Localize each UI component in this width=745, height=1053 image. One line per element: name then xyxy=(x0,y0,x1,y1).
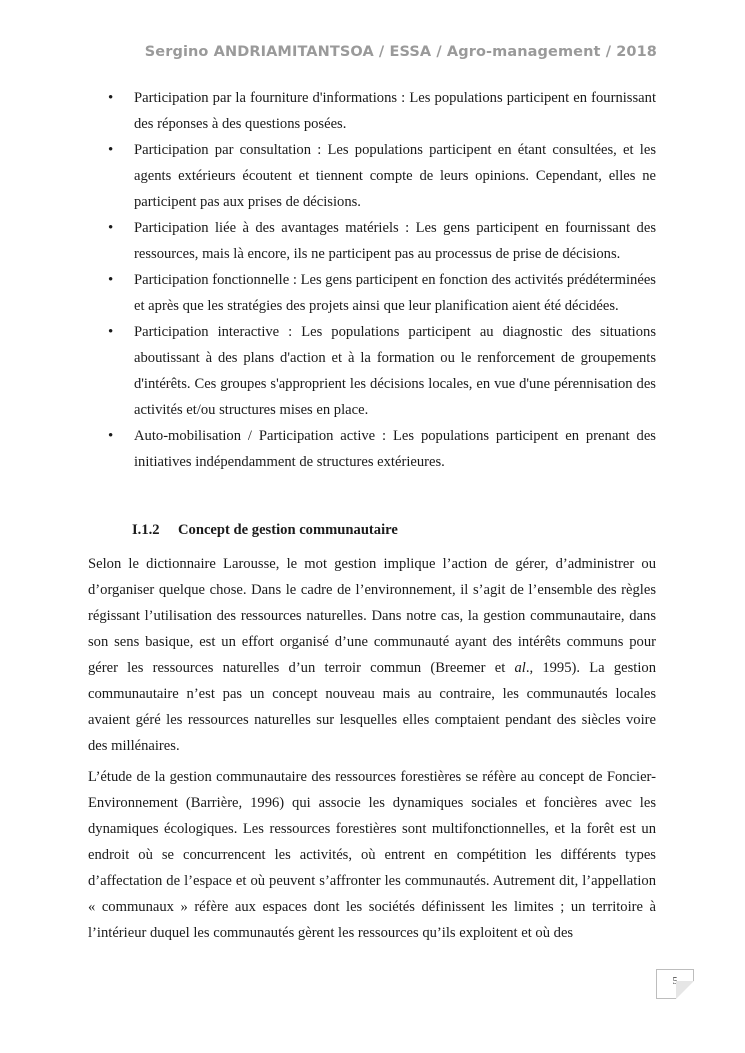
running-header: Sergino ANDRIAMITANTSOA / ESSA / Agro-management / 2018 xyxy=(144,44,657,60)
section-number: I.1.2 xyxy=(132,522,160,538)
section-title: Concept de gestion communautaire xyxy=(178,522,398,538)
list-item: • Auto-mobilisation / Participation active : Les populations participent en prenant des initiatives indépendamment de structures extérieures. xyxy=(88,423,656,475)
body-paragraph: L’étude de la gestion communautaire des ressources forestières se réfère au concept de Foncier-Environnement (Barrière, 1996) qui associe les dynamiques sociales et foncières avec les dynamiques écologiques. Les ressources forestières sont multifonctionnelles, et la forêt est un endroit où se concurrencent les activités, où entrent en compétition les différents types d’affectation de l’espace et où peuvent s’affronter les communautés. Autrement dit, l’appellation « communaux » réfère aux espaces dont les sociétés définissent les limites ; un territoire à l’intérieur duquel les communautés gèrent les ressources qu’ils exploitent et où des xyxy=(88,769,656,941)
paragraph-text: Selon le dictionnaire Larousse, le mot gestion implique l’action de gérer, d’administrer ou d’organiser quelque chose. Dans le cadre de l’environnement, il s’agit de l’ensemble des règles régissant l’utilisation des ressources naturelles. Dans notre cas, la gestion communautaire, dans son sens basique, est un effort organisé d’une communauté ayant des intérêts communs pour gérer les ressources naturelles d’un terroir commun (Breemer et xyxy=(88,556,656,676)
list-item: • Participation fonctionnelle : Les gens participent en fonction des activités prédéterminées et après que les stratégies des projets ainsi que leur planification aient été décidées. xyxy=(88,267,656,319)
participation-types-list xyxy=(88,85,656,475)
page-number: 5 xyxy=(656,969,694,999)
list-item: • Participation par la fourniture d'informations : Les populations participent en fournissant des réponses à des questions posées. xyxy=(88,85,656,137)
list-item: • Participation par consultation : Les populations participent en étant consultées, et les agents extérieurs écoutent et tiennent compte de leurs opinions. Cependant, elles ne participent pas aux prises de décisions. xyxy=(88,137,656,215)
list-item: • Participation liée à des avantages matériels : Les gens participent en fournissant des ressources, mais là encore, ils ne participent pas au processus de prise de décisions. xyxy=(88,215,656,267)
italic-text: al xyxy=(514,660,526,676)
paragraph-text: ., 1995). La gestion communautaire n’est pas un concept nouveau mais au contraire, les communautés locales avaient géré les ressources naturelles sur lesquelles elles comptaient pendant des siècles voire des millénaires. xyxy=(88,660,656,754)
section-heading xyxy=(132,517,398,543)
list-item: • Participation interactive : Les populations participent au diagnostic des situations aboutissant à des plans d'action et à la formation ou le renforcement de groupements d'intérêts. Ces groupes s'approprient les décisions locales, en vue d'une pérennisation des activités et/ou structures mises en place. xyxy=(88,319,656,423)
body-paragraph xyxy=(88,551,656,759)
